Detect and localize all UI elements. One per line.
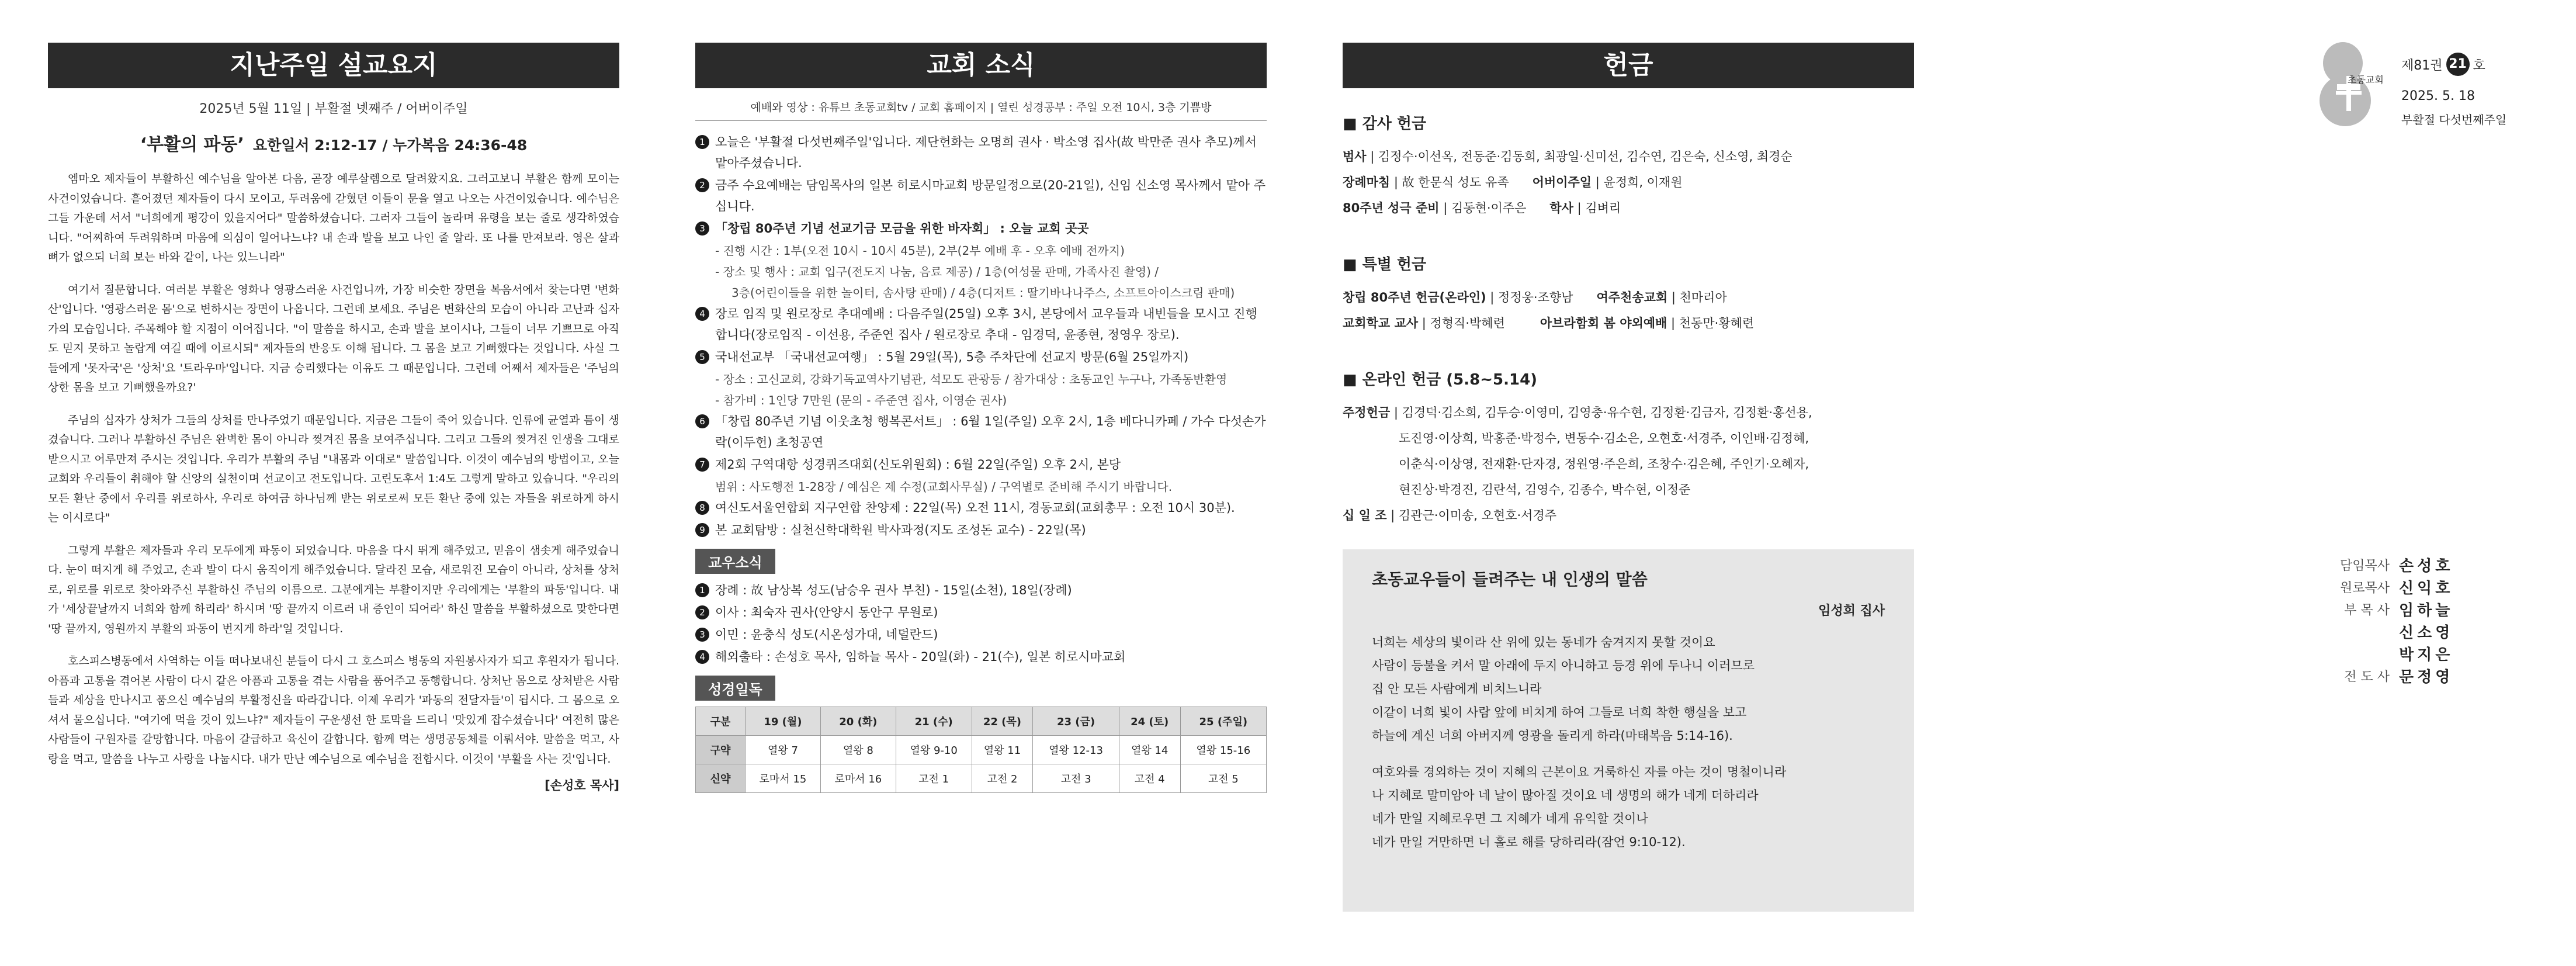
gyowoo-item bbox=[695, 602, 1267, 623]
gyowoo-item bbox=[695, 624, 1267, 645]
table-cell: 구분 bbox=[696, 707, 746, 736]
masthead bbox=[2314, 35, 2547, 129]
notice-item bbox=[695, 347, 1267, 368]
gyowoo-text: 장례 : 故 남상복 성도(남승우 권사 부친) - 15일(소천), 18일(장례) bbox=[715, 583, 1072, 597]
sermon-title-line bbox=[48, 130, 619, 155]
verse-line: 하늘에 계신 너희 아버지께 영광을 돌리게 하라(마태복음 5:14-16). bbox=[1372, 729, 1733, 743]
verse-line: 이같이 너희 빛이 사람 앞에 비치게 하여 그들로 너희 착한 행실을 보고 bbox=[1372, 705, 1747, 719]
table-cell: 열왕 15-16 bbox=[1180, 736, 1266, 764]
notice-detail: 3층(어린이들을 위한 놀이터, 솜사탕 판매) / 4층(디저트 : 딸기바나나주스, 소프트아이스크림 판매) bbox=[731, 286, 1235, 300]
sermon-date-line: 2025년 5월 11일 | 부활절 넷째주 / 어버이주일 bbox=[199, 102, 468, 116]
table-cell: 고전 1 bbox=[896, 764, 972, 793]
notice-number: 4 bbox=[695, 307, 709, 321]
issue-suffix: 호 bbox=[2473, 58, 2485, 73]
notice-item bbox=[695, 131, 1267, 174]
verse-line: 집 안 모든 사람에게 비치느니라 bbox=[1372, 682, 1542, 696]
staff-row: 신소영 bbox=[2399, 624, 2454, 642]
gyowoo-number: 1 bbox=[695, 583, 709, 597]
notice-item bbox=[695, 303, 1267, 345]
gyowoo-text: 이민 : 윤충식 성도(시온성가대, 네덜란드) bbox=[715, 628, 938, 642]
notice-text: 본 교회탐방 : 실천신학대학원 박사과정(지도 조성돈 교수) - 22일(목) bbox=[715, 523, 1086, 537]
notice-detail: - 진행 시간 : 1부(오전 10시 - 10시 45분), 2부(2부 예배 후 - 오후 예배 전까지) bbox=[715, 244, 1125, 258]
sermon-scripture: 요한일서 2:12-17 / 누가복음 24:36-48 bbox=[252, 137, 528, 154]
staff-row: 전 도 사 문정영 bbox=[2344, 669, 2454, 686]
notice-number: 9 bbox=[695, 523, 709, 537]
table-cell: 신약 bbox=[696, 764, 746, 793]
table-cell: 열왕 14 bbox=[1119, 736, 1180, 764]
offering-line: 장례마침 | 故 한문식 성도 유족 어버이주일 | 윤정희, 이재원 bbox=[1343, 175, 1683, 189]
offering-header: 헌금 bbox=[1343, 43, 1914, 88]
life-verse-author: 임성희 집사 bbox=[1818, 604, 1885, 618]
notice-list bbox=[695, 131, 1267, 541]
gyowoo-number: 4 bbox=[695, 650, 709, 664]
notice-text: 「창립 80주년 기념 선교기금 모금을 위한 바자회」 : 오늘 교회 곳곳 bbox=[715, 221, 1089, 236]
gyowoo-number: 2 bbox=[695, 605, 709, 619]
news-info-line: 예배와 영상 : 유튜브 초동교회tv / 교회 홈페이지 | 열린 성경공부 : 주일 오전 10시, 3층 기쁨방 bbox=[695, 99, 1267, 121]
sermon-title: ‘부활의 파동’ bbox=[140, 134, 244, 155]
news-header: 교회 소식 bbox=[695, 43, 1267, 88]
table-cell: 20 (화) bbox=[820, 707, 896, 736]
table-cell: 로마서 16 bbox=[820, 764, 896, 793]
notice-text: 금주 수요예배는 담임목사의 일본 히로시마교회 방문일정으로(20-21일), 신임 신소영 목사께서 맡아 주십니다. bbox=[715, 178, 1266, 213]
sermon-paragraph: 호스피스병동에서 사역하는 이들 떠나보내신 분들이 다시 그 호스피스 병동의 자원봉사자가 되고 후원자가 됩니다. 아픔과 고통을 겪어본 사람이 다시 같은 아픔과 고통을 겪는 사람을 품어주고 동행합니다. 상처난 몸으로 상처받은 사람들과 세상을 만나시고 품으신 예수님의 부활정신을 따라갑니다. 이제 우리가 '파동의 전달자들'이 됩시다. 그 몸으로 오셔서 물으십니다. "여기에 먹을 것이 있느냐?" 제자들이 구운생선 한 토막을 드리니 '맛있게 잡수셨습니다' 여전히 많은 사람들이 구원자를 갈망합니다. 마음이 갈급하고 육신이 갈합니다. 함께 먹는 생명공동체를 이뤄서야. 말씀을 먹고, 사랑을 먹고, 말씀을 나누고 사랑을 나눕시다. 내가 만난 예수님으로 예수님을 전합시다. 이것이 '부활을 사는 것'입니다. bbox=[48, 655, 619, 766]
table-cell: 23 (금) bbox=[1033, 707, 1119, 736]
notice-item bbox=[695, 454, 1267, 475]
gyowoo-text: 이사 : 최숙자 권사(안양시 동안구 무원로) bbox=[715, 605, 938, 619]
church-name: 초동교회 bbox=[2348, 74, 2384, 85]
bulletin-sunday: 부활절 다섯번째주일 bbox=[2401, 113, 2507, 127]
issue-line bbox=[2401, 53, 2506, 76]
gyowoo-item bbox=[695, 646, 1267, 667]
notice-number: 5 bbox=[695, 350, 709, 364]
offering-line: 80주년 성극 준비 | 김동현·이주은 학사 | 김벼리 bbox=[1343, 201, 1621, 215]
offering-column bbox=[1343, 43, 1914, 912]
staff-list bbox=[2325, 555, 2453, 688]
table-cell: 고전 5 bbox=[1180, 764, 1266, 793]
church-logo bbox=[2314, 35, 2384, 129]
sermon-paragraph: 그렇게 부활은 제자들과 우리 모두에게 파동이 되었습니다. 마음을 다시 뛰게 해주었고, 믿음이 샘솟게 해주었습니다. 눈이 떠지게 해 주었고, 손과 발이 다시 움직이게 해주었습니다. 달라진 모습, 새로워진 모습이 아니라, 상처를 상처로, 위로를 위로로 찾아와주신 부활하신 주님의 이름으로. 그분에게는 부활이지만 우리에게는 '부활의 파동'입니다. 내가 '세상끝날까지 너희와 함께 하리라' 하시며 '땅 끝까지 이르러 내 증인이 되어라' 하신 말씀을 부활하셨으로 맞한다면 '땅 끝까지, 영원까지 부활의 파동이 번지게 하라'일 것입니다. bbox=[48, 543, 619, 635]
news-column bbox=[695, 43, 1267, 793]
gyowoo-text: 해외출타 : 손성호 목사, 임하늘 목사 - 20일(화) - 21(수), 일본 히로시마교회 bbox=[715, 650, 1126, 664]
thanks-offering-title: ■ 감사 헌금 bbox=[1343, 115, 1427, 133]
sermon-paragraph: 여기서 질문합니다. 여러분 부활은 영화나 영광스러운 사건입니까, 가장 비슷한 장면을 복음서에서 찾는다면 '변화산'입니다. '영광스러운 몸'으로 변하시는 장면이 나옵니다. 그런데 보세요. 주님은 변화산의 모습이 아니라 고난과 십자가의 모습입니다. 주목해야 할 지점이 이어집니다. "이 말씀을 하시고, 손과 발을 보이시나, 그들이 너무 기쁘므로 아직도 믿지 못하고 놀랍게 여길 때에 이르시되" 제자들의 반응도 이해 됩니다. 그 몸을 보고 기뻐했다는 것입니다. 사실 그들에게 '못자국'은 '상처'요 '트라우마'입니다. 지금 승리했다는 이유도 그 때문입니다. 그런데 어째서 제자들은 '주님의 상한 몸을 보고 기뻐했을까요?' bbox=[48, 283, 619, 394]
notice-text: 국내선교부 「국내선교여행」 : 5월 29일(목), 5층 주차단에 선교지 방문(6월 25일까지) bbox=[715, 350, 1189, 364]
notice-number: 7 bbox=[695, 458, 709, 472]
sermon-body bbox=[48, 169, 619, 769]
notice-text: 제2회 구역대항 성경퀴즈대회(신도위원회) : 6월 22일(주일) 오후 2시, 본당 bbox=[715, 458, 1121, 472]
notice-item bbox=[695, 520, 1267, 541]
table-cell: 열왕 7 bbox=[746, 736, 821, 764]
notice-detail: 범위 : 사도행전 1-28장 / 예심은 제 수정(교회사무실) / 구역별로 준비해 주시기 바랍니다. bbox=[715, 480, 1173, 494]
table-cell: 열왕 8 bbox=[820, 736, 896, 764]
notice-item bbox=[695, 175, 1267, 217]
staff-row: 박지은 bbox=[2399, 646, 2454, 664]
notice-text: 장로 임직 및 원로장로 추대예배 : 다음주일(25일) 오후 3시, 본당에서 교우들과 내빈들을 모시고 진행합니다(장로임직 - 이선용, 주준연 집사 / 원로장로 추대 - 임경덕, 윤종현, 정영우 장로). bbox=[715, 307, 1257, 342]
notice-number: 6 bbox=[695, 414, 709, 428]
notice-detail: - 장소 : 고신교회, 강화기독교역사기념관, 석모도 관광등 / 참가대상 : 초동교인 누구나, 가족동반환영 bbox=[715, 372, 1228, 386]
sermon-paragraph: 주님의 십자가 상처가 그들의 상처를 만나주었기 때문입니다. 지금은 그들이 죽어 있습니다. 인류에 균열과 틈이 생겼습니다. 그러나 부활하신 주님은 완벽한 몸이 아니라 찢겨진 몸을 보여주십니다. 그리고 그들의 찢겨진 인생을 그대로 받으시고 어루만져 주시는 것입니다. 우리가 부활의 주님 "내몸과 이대로" 말씀입니다. 이것이 예수님의 방법이고, 오늘 교회와 우리들이 취해야 할 신앙의 실천이며 선교이고 전도입니다. 고린도후서 1:4도 그렇게 말하고 있습니다. "우리의 모든 환난 중에서 우리를 위로하사, 우리로 하여금 하나님께 받는 위로로써 모든 환난 중에 있는 자들을 위로하게 하시는 이시로다" bbox=[48, 413, 619, 524]
table-row bbox=[696, 736, 1267, 764]
sermon-signature: [손성호 목사] bbox=[545, 778, 619, 792]
life-verse-box bbox=[1343, 549, 1914, 912]
verse-line: 네가 만일 거만하면 너 홀로 해를 당하리라(잠언 9:10-12). bbox=[1372, 835, 1686, 849]
notice-number: 8 bbox=[695, 501, 709, 515]
offering-line: 교회학교 교사 | 정형직·박혜련 아브라함회 봄 야외예배 | 천동만·황혜련 bbox=[1343, 316, 1755, 330]
volume-label: 제81권 bbox=[2401, 58, 2443, 73]
table-cell: 로마서 15 bbox=[746, 764, 821, 793]
notice-detail: - 참가비 : 1인당 7만원 (문의 - 주준연 집사, 이영순 권사) bbox=[715, 393, 1007, 407]
gyowoo-list bbox=[695, 580, 1267, 667]
offering-line: 현진상·박경진, 김란석, 김영수, 김종수, 박수현, 이정준 bbox=[1399, 483, 1691, 497]
notice-detail: - 장소 및 행사 : 교회 입구(전도지 나눔, 음료 제공) / 1층(여성물 판매, 가족사진 촬영) / bbox=[715, 265, 1159, 279]
staff-row: 원로목사 신익호 bbox=[2339, 580, 2454, 597]
offering-line: 이춘식·이상영, 전재환·단자경, 정원영·주은희, 조창수·김은혜, 주인기·오혜자, bbox=[1399, 457, 1809, 471]
verse-line: 네가 만일 지혜로우면 그 지혜가 네게 유익할 것이나 bbox=[1372, 812, 1648, 826]
verse-line: 사람이 등불을 켜서 말 아래에 두지 아니하고 등경 위에 두나니 이러므로 bbox=[1372, 659, 1755, 673]
special-offering-section bbox=[1343, 252, 1914, 336]
sermon-column bbox=[48, 43, 619, 794]
notice-number: 2 bbox=[695, 178, 709, 192]
staff-row: 담임목사 손성호 bbox=[2339, 558, 2454, 575]
table-cell: 열왕 11 bbox=[972, 736, 1033, 764]
issue-info bbox=[2401, 53, 2506, 127]
issue-number-badge: 21 bbox=[2446, 53, 2470, 76]
notice-item bbox=[695, 411, 1267, 453]
bible-reading-header: 성경일독 bbox=[695, 676, 775, 701]
masthead-column bbox=[2314, 35, 2547, 686]
notice-text: 여신도서울연합회 지구연합 찬양제 : 22일(목) 오전 11시, 경동교회(교회총무 : 오전 10시 30분). bbox=[715, 501, 1235, 515]
table-header-row bbox=[696, 707, 1267, 736]
gyowoo-number: 3 bbox=[695, 628, 709, 642]
gyowoo-item bbox=[695, 580, 1267, 601]
table-cell: 24 (토) bbox=[1119, 707, 1180, 736]
table-cell: 열왕 9-10 bbox=[896, 736, 972, 764]
table-cell: 열왕 12-13 bbox=[1033, 736, 1119, 764]
notice-item bbox=[695, 218, 1267, 239]
table-cell: 25 (주일) bbox=[1180, 707, 1266, 736]
table-cell: 19 (월) bbox=[746, 707, 821, 736]
bulletin-date: 2025. 5. 18 bbox=[2401, 89, 2475, 103]
staff-row: 부 목 사 임하늘 bbox=[2344, 602, 2454, 619]
online-offering-title: ■ 온라인 헌금 (5.8~5.14) bbox=[1343, 371, 1538, 389]
verse-line: 여호와를 경외하는 것이 지혜의 근본이요 거룩하신 자를 아는 것이 명철이니라 bbox=[1372, 765, 1787, 779]
offering-line: 범사 | 김정수·이선옥, 전동준·김동희, 최광일·신미선, 김수연, 김은숙, 신소영, 최경순 bbox=[1343, 150, 1793, 164]
table-cell: 22 (목) bbox=[972, 707, 1033, 736]
sermon-paragraph: 엠마오 제자들이 부활하신 예수님을 알아본 다음, 곧장 예루살렘으로 달려왔지요. 그러고보니 부활은 함께 모이는 사건이었습니다. 흩어졌던 제자들이 다시 모이고, 두려움에 갇혔던 이들이 문을 열고 나오는 사건이었습니다. 예수님은 그들 가운데 서서 "너희에게 평강이 있을지어다" 말씀하셨습니다. 그러자 그들이 놀라며 유령을 보는 줄로 생각하였습니다. "어찌하여 두려워하며 마음에 의심이 일어나느냐? 내 손과 발을 보고 나인 줄 알라. 또 나를 만져보라. 영은 살과 뼈가 없으되 너희 보는 바와 같이, 나는 있느니라" bbox=[48, 172, 619, 264]
verse-line: 나 지혜로 말미암아 네 날이 많아질 것이요 네 생명의 해가 네게 더하리라 bbox=[1372, 788, 1759, 802]
bible-reading-table bbox=[695, 707, 1267, 793]
table-cell: 구약 bbox=[696, 736, 746, 764]
gyowoo-header: 교우소식 bbox=[695, 549, 775, 574]
offering-line: 도진영·이상희, 박홍준·박정수, 변동수·김소은, 오현호·서경주, 이인배·김정혜, bbox=[1399, 431, 1809, 445]
notice-number: 3 bbox=[695, 221, 709, 236]
life-verse-title: 초동교우들이 들려주는 내 인생의 말씀 bbox=[1372, 570, 1648, 589]
special-offering-title: ■ 특별 헌금 bbox=[1343, 256, 1427, 273]
table-cell: 고전 3 bbox=[1033, 764, 1119, 793]
table-cell: 고전 2 bbox=[972, 764, 1033, 793]
notice-text: 「창립 80주년 기념 이웃초청 행복콘서트」 : 6월 1일(주일) 오후 2시, 1층 베다니카페 / 가수 다섯손가락(이두헌) 초청공연 bbox=[715, 414, 1266, 449]
sermon-header: 지난주일 설교요지 bbox=[48, 43, 619, 88]
verse-spacer bbox=[1372, 747, 1885, 760]
notice-text: 오늘은 '부활절 다섯번째주일'입니다. 제단헌화는 오명희 권사 · 박소영 집사(故 박만준 권사 추모)께서 맡아주셨습니다. bbox=[715, 135, 1257, 170]
thanks-offering-section bbox=[1343, 112, 1914, 221]
offering-line: 십 일 조 | 김관근·이미송, 오현호·서경주 bbox=[1343, 508, 1557, 522]
online-offering-section bbox=[1343, 368, 1914, 528]
table-cell: 고전 4 bbox=[1119, 764, 1180, 793]
offering-line: 주정헌금 | 김경덕·김소희, 김두승·이영미, 김영충·유수현, 김정환·김금자, 김정환·홍선용, bbox=[1343, 406, 1812, 420]
notice-number: 1 bbox=[695, 135, 709, 149]
table-cell: 21 (수) bbox=[896, 707, 972, 736]
table-row bbox=[696, 764, 1267, 793]
notice-item bbox=[695, 497, 1267, 518]
verse-line: 너희는 세상의 빛이라 산 위에 있는 동네가 숨겨지지 못할 것이요 bbox=[1372, 635, 1715, 649]
offering-line: 창립 80주년 헌금(온라인) | 정정웅·조향남 여주천송교회 | 천마리아 bbox=[1343, 290, 1727, 304]
